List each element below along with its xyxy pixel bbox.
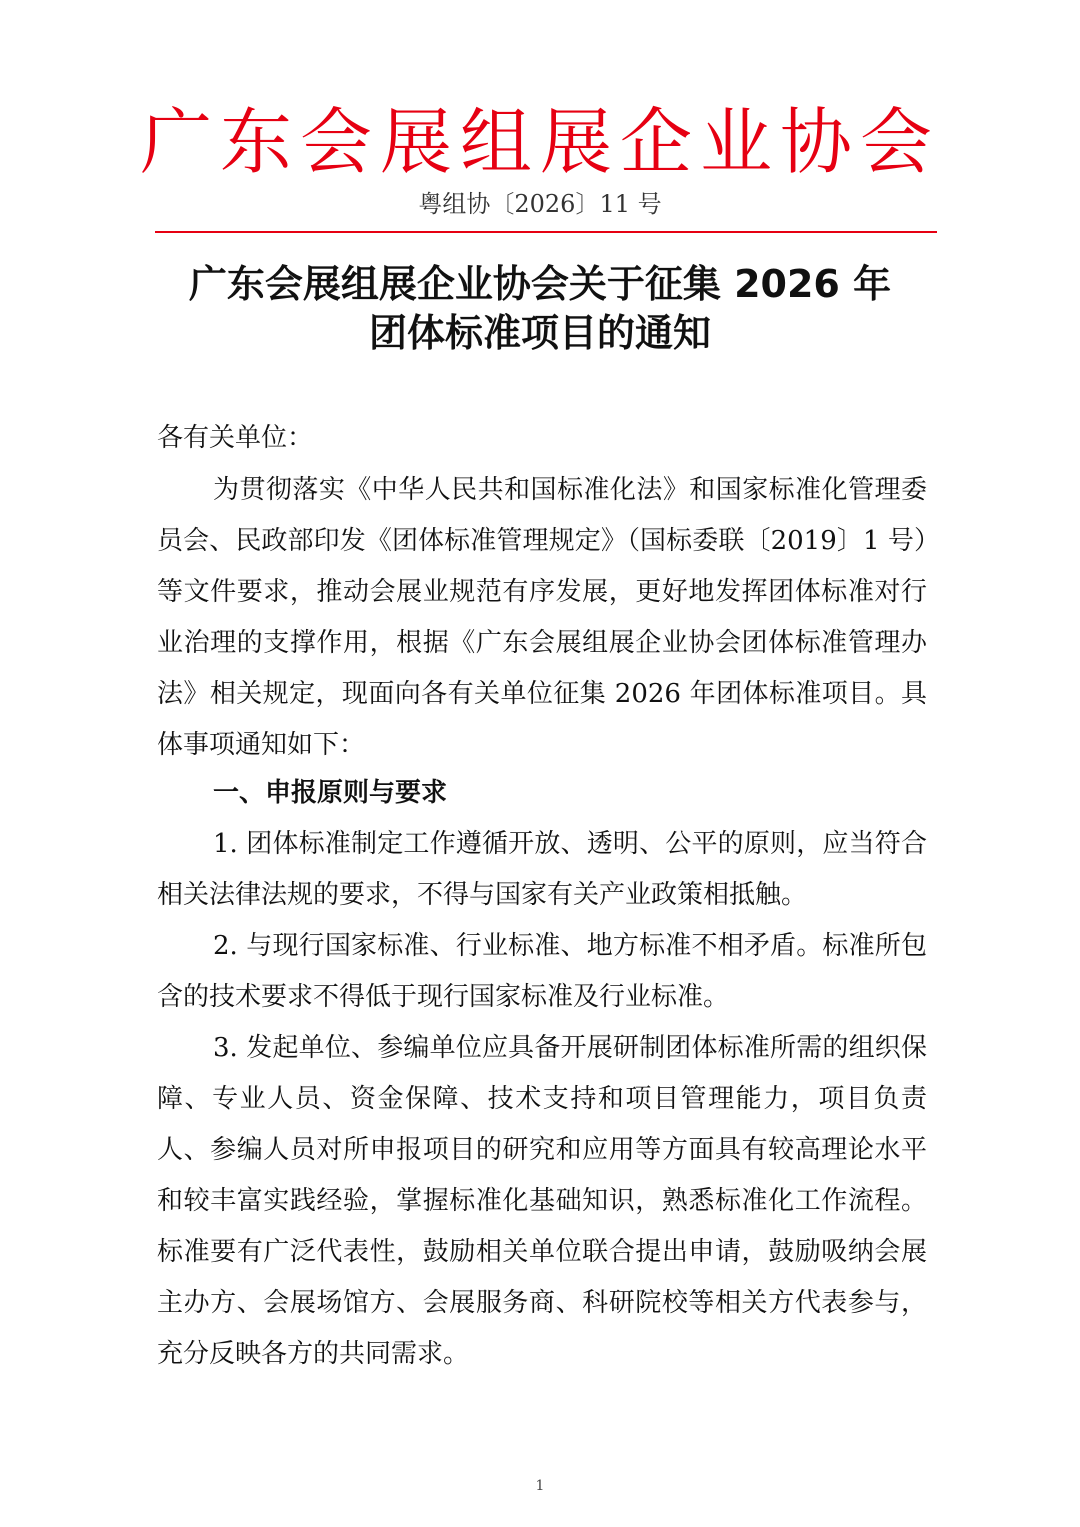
document-title-line-1: 广东会展组展企业协会关于征集 2026 年 [188, 262, 892, 306]
requirement-item-2: 2. 与现行国家标准、行业标准、地方标准不相矛盾。标准所包含的技术要求不得低于现行国家标准及行业标准。 [157, 931, 927, 1012]
section-heading-1: 一、申报原则与要求 [213, 778, 448, 808]
masthead-organization-name: 广东会展组展企业协会 [140, 100, 941, 184]
requirement-item-3: 3. 发起单位、参编单位应具备开展研制团体标准所需的组织保障、专业人员、资金保障、技术支持和项目管理能力，项目负责人、参编人员对所申报项目的研究和应用等方面具有较高理论水平和较丰富实践经验，掌握标准化基础知识，熟悉标准化工作流程。标准要有广泛代表性，鼓励相关单位联合提出申请，鼓励吸纳会展主办方、会展场馆方、会展服务商、科研院校等相关方代表参与，充分反映各方的共同需求。 [157, 1033, 927, 1369]
page-number: 1 [535, 1478, 545, 1494]
requirement-item-1: 1. 团体标准制定工作遵循开放、透明、公平的原则，应当符合相关法律法规的要求，不得与国家有关产业政策相抵触。 [157, 829, 927, 910]
document-number: 粤组协〔2026〕11 号 [418, 190, 662, 218]
intro-paragraph: 为贯彻落实《中华人民共和国标准化法》和国家标准化管理委员会、民政部印发《团体标准管理规定》（国标委联〔2019〕1 号）等文件要求，推动会展业规范有序发展，更好地发挥团体标准对行业治理的支撑作用，根据《广东会展组展企业协会团体标准管理办法》相关规定，现面向各有关单位征集 2026 年团体标准项目。具体事项通知如下： [157, 475, 927, 760]
red-separator-line [155, 231, 937, 233]
salutation: 各有关单位： [157, 423, 314, 453]
document-title-line-2: 团体标准项目的通知 [368, 311, 711, 355]
